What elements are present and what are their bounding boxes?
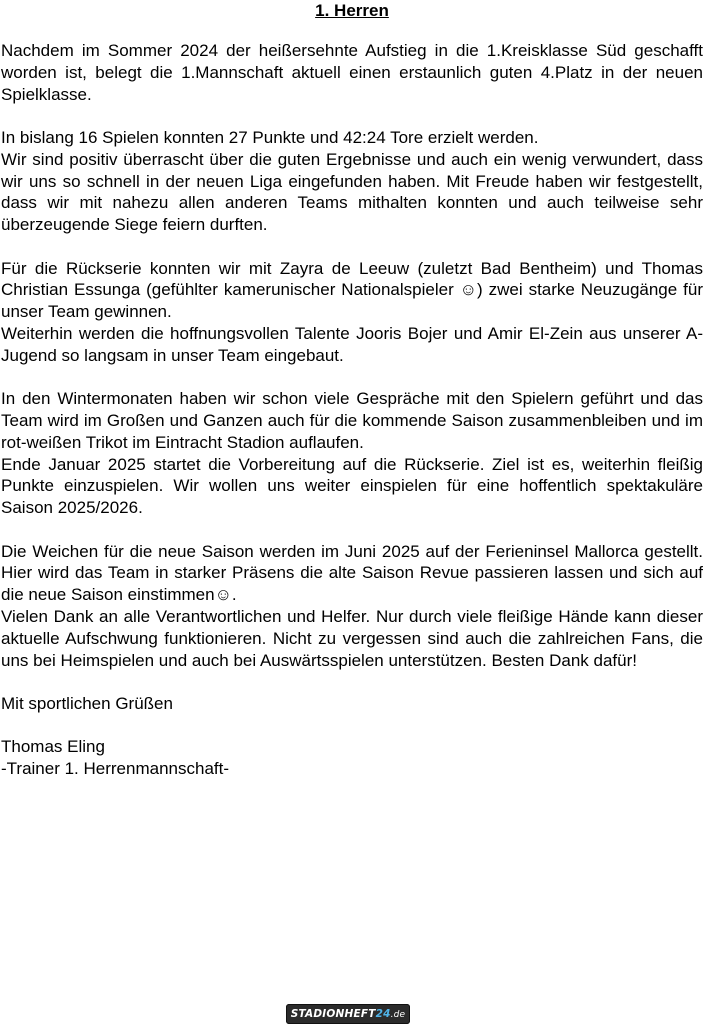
paragraph-1 xyxy=(1,40,703,105)
paragraph-5 xyxy=(1,541,703,672)
paragraph-text: Wir sind positiv überrascht über die guten Ergebnisse und auch ein wenig verwundert, dass wir uns so schnell in der neuen Liga eingefunden haben. Mit Freude haben wir festgestellt, dass wir mit nahezu allen anderen Teams mithalten konnten und auch teilweise sehr überzeugende Siege feiern durften. xyxy=(1,149,703,235)
paragraph-text: Nachdem im Sommer 2024 der heißersehnte Aufstieg in die 1.Kreisklasse Süd geschafft worden ist, belegt die 1.Mannschaft aktuell einen erstaunlich guten 4.Platz in der neuen Spielklasse. xyxy=(1,41,703,104)
signature-block xyxy=(1,736,703,780)
paragraph-text: In den Wintermonaten haben wir schon viele Gespräche mit den Spielern geführt und das Team wird im Großen und Ganzen auch für die kommende Saison zusammenbleiben und im rot-weißen Trikot im Eintracht Stadion auflaufen. xyxy=(1,389,703,452)
logo-text: STADIONHEFT24.de xyxy=(290,1008,406,1020)
paragraph-3 xyxy=(1,258,703,367)
page-title: 1. Herren xyxy=(315,1,389,20)
signature-name: Thomas Eling xyxy=(1,737,105,757)
paragraph-4 xyxy=(1,388,703,519)
paragraph-2 xyxy=(1,127,703,236)
document-body xyxy=(1,40,703,801)
paragraph-text: Für die Rückserie konnten wir mit Zayra de Leeuw (zuletzt Bad Bentheim) und Thomas Christian Essunga (gefühlter kamerunischer Nationalspieler ☺) zwei starke Neuzugänge für unser Team gewinnen. xyxy=(1,258,703,322)
paragraph-text: In bislang 16 Spielen konnten 27 Punkte und 42:24 Tore erzielt werden. xyxy=(1,127,539,147)
paragraph-text: Die Weichen für die neue Saison werden im Juni 2025 auf der Ferieninsel Mallorca gestellt. Hier wird das Team in starker Präsens die alte Saison Revue passieren lassen und sich auf die neue Saison einstimmen☺. xyxy=(1,541,703,605)
signature-role: -Trainer 1. Herrenmannschaft- xyxy=(1,759,230,779)
paragraph-text: Vielen Dank an alle Verantwortlichen und Helfer. Nur durch viele fleißige Hände kann dieser aktuelle Aufschwung funktionieren. Nicht zu vergessen sind auch die zahlreichen Fans, die uns bei Heimspielen und auch bei Auswärtsspielen unterstützen. Besten Dank dafür! xyxy=(1,606,703,670)
stadionheft-logo xyxy=(286,1004,410,1024)
paragraph-text: Ende Januar 2025 startet die Vorbereitung auf die Rückserie. Ziel ist es, weiterhin fleißig Punkte einzuspielen. Wir wollen uns weiter einspielen für eine hoffentlich spektakuläre Saison 2025/2026. xyxy=(1,454,703,518)
closing-line: Mit sportlichen Grüßen xyxy=(1,693,173,713)
paragraph-text: Weiterhin werden die hoffnungsvollen Talente Jooris Bojer und Amir El-Zein aus unserer A-Jugend so langsam in unser Team eingebaut. xyxy=(1,323,703,365)
